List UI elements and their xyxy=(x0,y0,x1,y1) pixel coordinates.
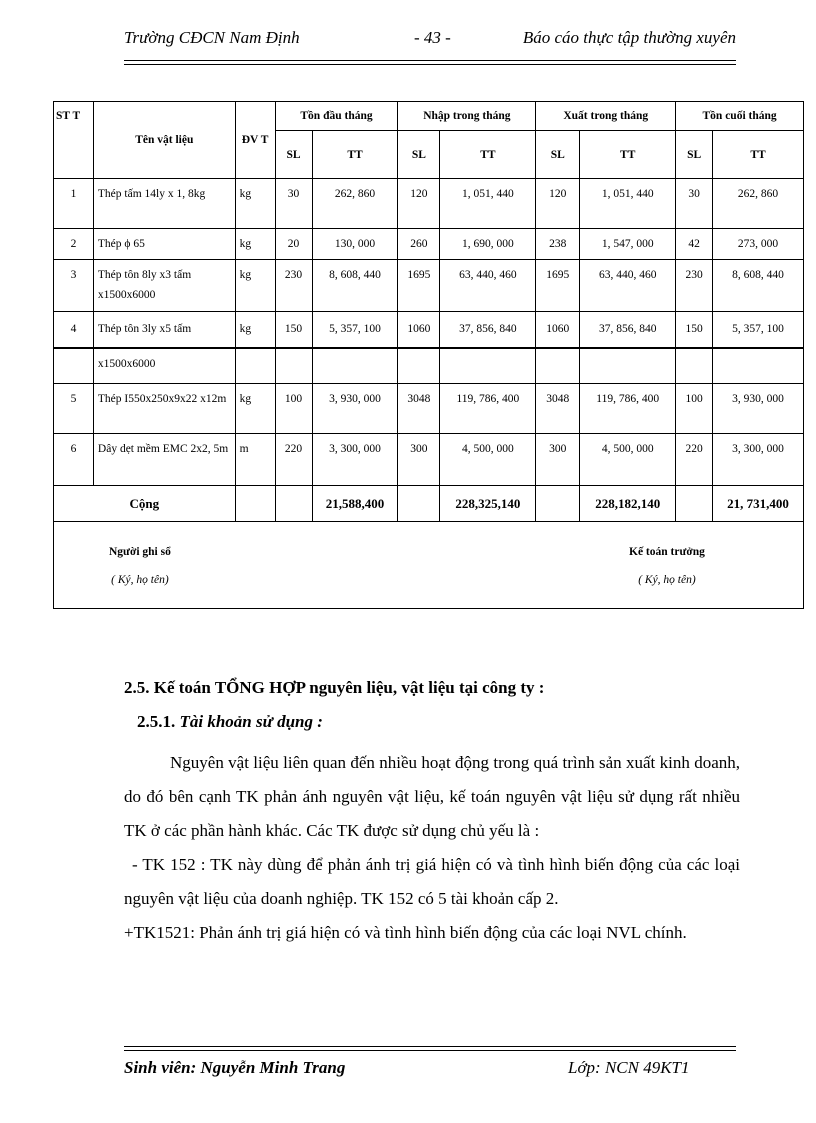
cell-value: 260 xyxy=(398,229,440,260)
col-sl: SL xyxy=(536,131,580,179)
cell-value: 100 xyxy=(275,384,312,434)
cell-value: 119, 786, 400 xyxy=(440,384,536,434)
section-heading: 2.5. Kế toán TỔNG HỢP nguyên liệu, vật liệu tại công ty : xyxy=(124,678,545,697)
cell-value xyxy=(713,348,804,384)
cell-name: Thép tấm 14ly x 1, 8kg xyxy=(93,179,235,229)
cell-value xyxy=(312,348,398,384)
cell-value: 30 xyxy=(676,179,713,229)
cell-value: 230 xyxy=(676,260,713,312)
cell-value: 37, 856, 840 xyxy=(580,312,676,348)
cell-name: Thép tôn 8ly x3 tấm x1500x6000 xyxy=(93,260,235,312)
cell-value: 1060 xyxy=(398,312,440,348)
school-name: Trường CĐCN Nam Định xyxy=(124,28,300,47)
cell-value: 63, 440, 460 xyxy=(440,260,536,312)
cell-value: 1, 690, 000 xyxy=(440,229,536,260)
cell-value: 3, 930, 000 xyxy=(713,384,804,434)
col-tt: TT xyxy=(440,131,536,179)
cell-value: 150 xyxy=(676,312,713,348)
col-imports: Nhập trong tháng xyxy=(398,102,536,131)
total-export: 228,182,140 xyxy=(580,486,676,522)
cell-value: 262, 860 xyxy=(312,179,398,229)
col-sl: SL xyxy=(398,131,440,179)
signature-left xyxy=(109,542,171,590)
cell-value: 1060 xyxy=(536,312,580,348)
header-row-1 xyxy=(54,102,804,131)
paragraph-2: - TK 152 : TK này dùng để phản ánh trị giá hiện có và tình hình biến động của các loại nguyên vật liệu của doanh nghiệp. TK 152 có 5 tài khoản cấp 2. xyxy=(124,855,740,908)
cell-value: 150 xyxy=(275,312,312,348)
cell-value: 130, 000 xyxy=(312,229,398,260)
cell-value: 230 xyxy=(275,260,312,312)
cell-stt: 2 xyxy=(54,229,94,260)
cell-value: 5, 357, 100 xyxy=(312,312,398,348)
cell-value: 1695 xyxy=(536,260,580,312)
col-sl: SL xyxy=(275,131,312,179)
student-name: Sinh viên: Nguyễn Minh Trang xyxy=(124,1058,346,1077)
table-row xyxy=(54,312,804,348)
cell-value: 1, 051, 440 xyxy=(440,179,536,229)
cell-value: 1, 051, 440 xyxy=(580,179,676,229)
subsection-heading xyxy=(137,712,323,732)
cell-value: 5, 357, 100 xyxy=(713,312,804,348)
total-import: 228,325,140 xyxy=(440,486,536,522)
report-title: Báo cáo thực tập thường xuyên xyxy=(522,28,736,47)
cell-value: 42 xyxy=(676,229,713,260)
signature-right-title: Kế toán trưởng xyxy=(629,546,705,558)
cell-stt: 1 xyxy=(54,179,94,229)
page-number: - 43 - xyxy=(414,28,451,47)
total-closing: 21, 731,400 xyxy=(713,486,804,522)
cell-value: 3, 930, 000 xyxy=(312,384,398,434)
cell-value xyxy=(676,348,713,384)
table-row xyxy=(54,384,804,434)
cell-unit: kg xyxy=(235,384,275,434)
col-exports: Xuất trong tháng xyxy=(536,102,676,131)
col-stt: ST T xyxy=(54,102,94,179)
cell-value xyxy=(580,348,676,384)
cell-value: 300 xyxy=(536,434,580,486)
header-rule-2 xyxy=(124,64,736,65)
cell-unit: kg xyxy=(235,260,275,312)
cell-value: 3, 300, 000 xyxy=(312,434,398,486)
col-name: Tên vật liệu xyxy=(93,102,235,179)
col-tt: TT xyxy=(580,131,676,179)
subsection-title: Tài khoản sử dụng : xyxy=(179,712,323,731)
total-label: Cộng xyxy=(54,486,236,522)
page-header xyxy=(124,28,736,50)
cell-stt: 6 xyxy=(54,434,94,486)
cell-unit: m xyxy=(235,434,275,486)
footer-rule xyxy=(124,1046,736,1047)
cell-stt: 4 xyxy=(54,312,94,348)
cell-value: 4, 500, 000 xyxy=(580,434,676,486)
col-tt: TT xyxy=(713,131,804,179)
cell-value xyxy=(440,348,536,384)
class-name: Lớp: NCN 49KT1 xyxy=(568,1058,690,1077)
cell-value: 120 xyxy=(536,179,580,229)
cell-value: 1, 547, 000 xyxy=(580,229,676,260)
cell-value: 120 xyxy=(398,179,440,229)
col-tt: TT xyxy=(312,131,398,179)
col-closing: Tồn cuối tháng xyxy=(676,102,804,131)
cell-value: 3048 xyxy=(536,384,580,434)
cell-value: 4, 500, 000 xyxy=(440,434,536,486)
cell-value: 30 xyxy=(275,179,312,229)
cell-value: 37, 856, 840 xyxy=(440,312,536,348)
signature-right xyxy=(629,542,705,590)
page-footer xyxy=(124,1058,736,1082)
cell-stt: 3 xyxy=(54,260,94,312)
col-unit: ĐV T xyxy=(235,102,275,179)
cell-value: 220 xyxy=(275,434,312,486)
cell-value: 238 xyxy=(536,229,580,260)
cell-value: 8, 608, 440 xyxy=(312,260,398,312)
cell-value xyxy=(398,348,440,384)
cell-value: 220 xyxy=(676,434,713,486)
cell-unit xyxy=(235,348,275,384)
col-opening: Tồn đầu tháng xyxy=(275,102,398,131)
cell-value: 300 xyxy=(398,434,440,486)
cell-value xyxy=(536,348,580,384)
subsection-number: 2.5.1. xyxy=(137,712,176,731)
total-row xyxy=(54,486,804,522)
cell-name: Thép ϕ 65 xyxy=(93,229,235,260)
cell-unit: kg xyxy=(235,312,275,348)
total-opening: 21,588,400 xyxy=(312,486,398,522)
signature-right-sub: ( Ký, họ tên) xyxy=(638,574,696,586)
cell-value: 262, 860 xyxy=(713,179,804,229)
cell-stt: 5 xyxy=(54,384,94,434)
col-sl: SL xyxy=(676,131,713,179)
table-row xyxy=(54,229,804,260)
cell-unit: kg xyxy=(235,229,275,260)
cell-value: 1695 xyxy=(398,260,440,312)
cell-value: 20 xyxy=(275,229,312,260)
footer-rule-2 xyxy=(124,1050,736,1051)
signature-left-sub: ( Ký, họ tên) xyxy=(111,574,169,586)
table-row xyxy=(54,348,804,384)
inventory-table xyxy=(53,101,804,609)
cell-name: Thép tôn 3ly x5 tấm xyxy=(93,312,235,348)
cell-name: x1500x6000 xyxy=(93,348,235,384)
table-row xyxy=(54,260,804,312)
cell-value xyxy=(275,348,312,384)
cell-value: 8, 608, 440 xyxy=(713,260,804,312)
cell-value: 3048 xyxy=(398,384,440,434)
paragraph-1: Nguyên vật liệu liên quan đến nhiều hoạt động trong quá trình sản xuất kinh doanh, do đó bên cạnh TK phản ánh nguyên vật liệu, kế toán nguyên vật liệu sử dụng rất nhiều TK ở các phần hành khác. Các TK được sử dụng chủ yếu là : xyxy=(124,753,740,840)
cell-value: 63, 440, 460 xyxy=(580,260,676,312)
cell-value: 100 xyxy=(676,384,713,434)
cell-unit: kg xyxy=(235,179,275,229)
table-row xyxy=(54,179,804,229)
cell-value: 3, 300, 000 xyxy=(713,434,804,486)
signature-row xyxy=(54,522,804,609)
paragraph-3: +TK1521: Phản ánh trị giá hiện có và tình hình biến động của các loại NVL chính. xyxy=(124,923,687,942)
cell-stt xyxy=(54,348,94,384)
header-rule xyxy=(124,60,736,61)
table-row xyxy=(54,434,804,486)
cell-value: 119, 786, 400 xyxy=(580,384,676,434)
cell-value: 273, 000 xyxy=(713,229,804,260)
cell-name: Thép I550x250x9x22 x12m xyxy=(93,384,235,434)
signature-left-title: Người ghi sổ xyxy=(109,546,171,558)
cell-name: Dây dẹt mềm EMC 2x2, 5m xyxy=(93,434,235,486)
